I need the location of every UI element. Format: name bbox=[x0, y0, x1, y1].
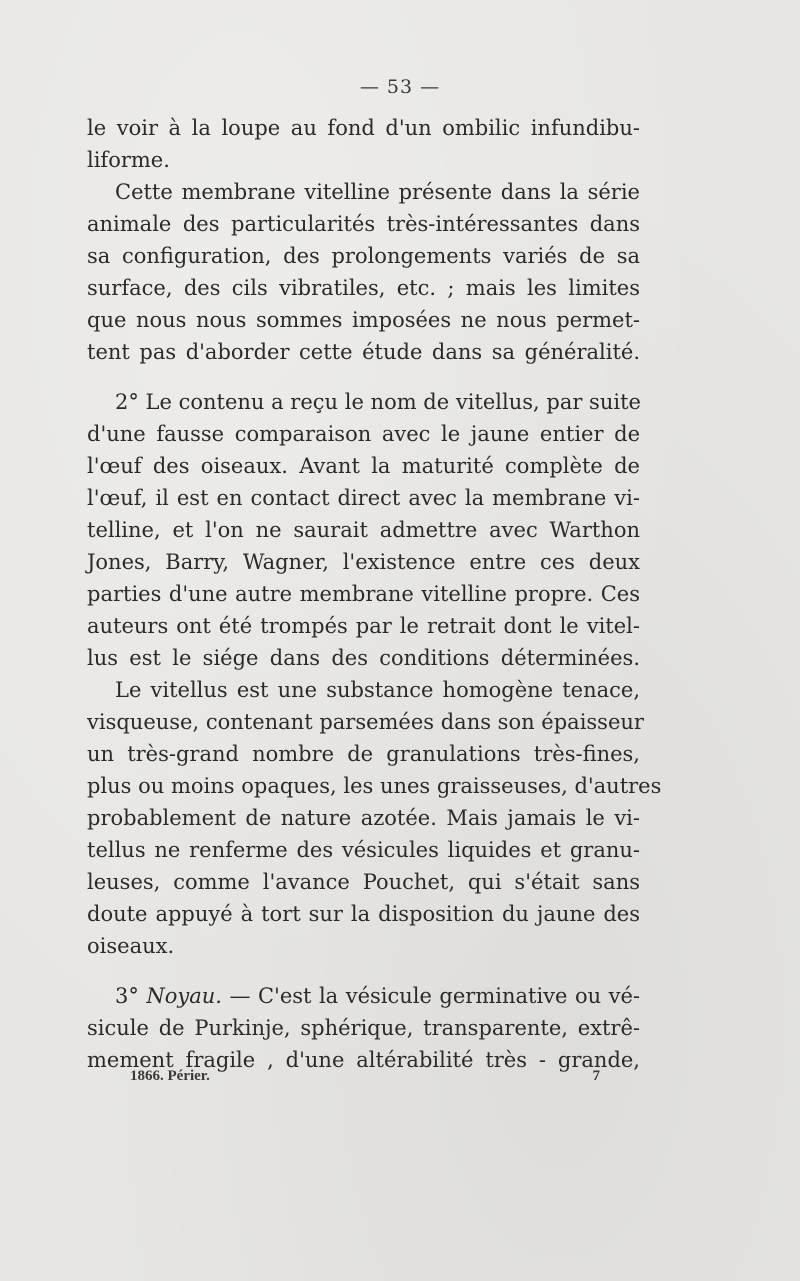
text-line: d'une fausse comparaison avec le jaune entier de bbox=[87, 422, 640, 446]
text-line: visqueuse, contenant parsemées dans son épaisseur bbox=[87, 710, 644, 734]
text-line: probablement de nature azotée. Mais jamais le vi- bbox=[87, 806, 640, 830]
text-line: leuses, comme l'avance Pouchet, qui s'était sans bbox=[87, 870, 640, 894]
sheet-number: 7 bbox=[592, 1068, 600, 1084]
text-line: le voir à la loupe au fond d'un ombilic infundibu- bbox=[87, 116, 640, 140]
text-line: mement fragile , d'une altérabilité très - grande, bbox=[87, 1048, 640, 1072]
text-line: auteurs ont été trompés par le retrait dont le vitel- bbox=[87, 614, 640, 638]
text-line: parties d'une autre membrane vitelline propre. Ces bbox=[87, 582, 640, 606]
text-line: l'œuf, il est en contact direct avec la membrane vi- bbox=[87, 486, 640, 510]
text-line: surface, des cils vibratiles, etc. ; mais les limites bbox=[87, 276, 640, 300]
text-line bbox=[87, 980, 640, 1012]
page-number: — 53 — bbox=[359, 76, 441, 98]
text-line: Jones, Barry, Wagner, l'existence entre ces deux bbox=[87, 550, 640, 574]
text-line: oiseaux. bbox=[87, 934, 175, 958]
text-line: plus ou moins opaques, les unes graisseuses, d'autres bbox=[87, 774, 662, 798]
text-line: animale des particularités très-intéressantes dans bbox=[87, 212, 640, 236]
text-line: que nous nous sommes imposées ne nous permet- bbox=[87, 308, 640, 332]
paragraph-gap bbox=[87, 368, 640, 386]
text-line: lus est le siége dans des conditions déterminées. bbox=[87, 646, 640, 670]
text-line: tellus ne renferme des vésicules liquides et granu- bbox=[87, 838, 640, 862]
section-number: 3° bbox=[115, 984, 147, 1008]
text-line: 2° Le contenu a reçu le nom de vitellus, par suite bbox=[115, 390, 641, 414]
printer-signature: 1866. Périer. bbox=[130, 1068, 210, 1084]
text-line: doute appuyé à tort sur la disposition du jaune des bbox=[87, 902, 640, 926]
text-line: sa configuration, des prolongements variés de sa bbox=[87, 244, 640, 268]
text-line: telline, et l'on ne saurait admettre avec Warthon bbox=[87, 518, 640, 542]
text-line: l'œuf des oiseaux. Avant la maturité complète de bbox=[87, 454, 640, 478]
section-text: — C'est la vésicule germinative ou vé- bbox=[221, 984, 641, 1008]
text-line: Cette membrane vitelline présente dans la série bbox=[115, 180, 640, 204]
text-line: sicule de Purkinje, sphérique, transparente, extrê- bbox=[87, 1016, 640, 1040]
text-line: liforme. bbox=[87, 148, 170, 172]
text-line: Le vitellus est une substance homogène tenace, bbox=[115, 678, 640, 702]
paragraph-gap bbox=[87, 962, 640, 980]
body-text bbox=[87, 112, 662, 1076]
text-line: un très-grand nombre de granulations très-fines, bbox=[87, 742, 640, 766]
page-footer bbox=[130, 1068, 600, 1085]
section-title: Noyau. bbox=[146, 984, 222, 1008]
text-line: tent pas d'aborder cette étude dans sa généralité. bbox=[87, 340, 640, 364]
